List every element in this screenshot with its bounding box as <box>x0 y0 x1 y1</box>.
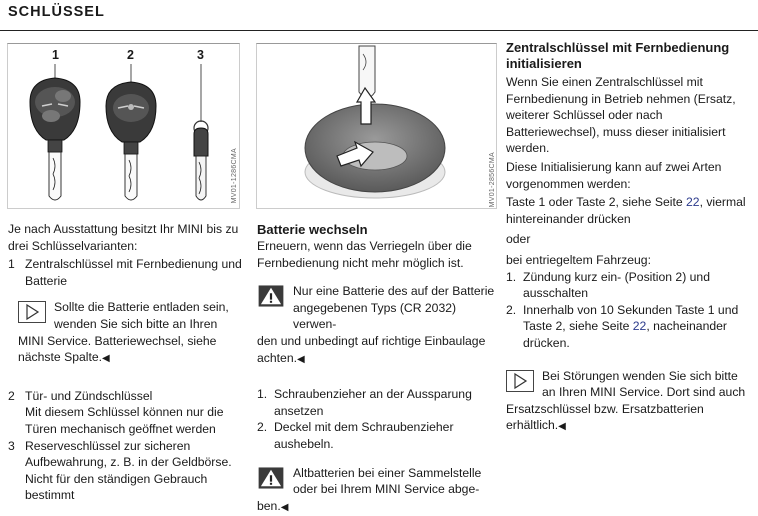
note-line: wenden Sie sich bitte an Ihren <box>54 316 218 331</box>
note-line: Sollte die Batterie entladen sein, <box>54 300 229 315</box>
warning-continuation <box>257 333 497 368</box>
note-box <box>506 368 748 401</box>
step-number: 1. <box>506 269 517 284</box>
step-number: 2. <box>506 302 517 317</box>
list-item <box>8 438 246 504</box>
oder-text: oder <box>506 232 531 247</box>
note-box <box>18 299 246 332</box>
warning-text: ben. <box>257 498 281 513</box>
keys-figure <box>7 43 240 209</box>
warning-continuation <box>257 498 497 516</box>
text-span: Taste 1 oder Taste 2, siehe Seite <box>506 195 686 210</box>
step-text: Zündung kurz ein- (Position 2) und ausschalten <box>523 269 710 301</box>
page-title: SCHLÜSSEL <box>8 4 105 20</box>
battery-illustration <box>257 44 496 208</box>
list-text: Reserveschlüssel zur sicheren Aufbewahrung, z. B. in der Geldbörse. Nicht für den ständigen Gebrauch bestimmt <box>25 438 232 503</box>
note-text: Ersatzschlüssel bzw. Ersatzbatterien erhältlich. <box>506 401 704 433</box>
text-span: , viermal hintereinander drücken <box>506 195 746 226</box>
step-item <box>506 302 748 352</box>
note-continuation <box>506 401 748 436</box>
battery-heading: Batterie wechseln <box>257 222 368 237</box>
play-arrow-icon <box>18 301 46 323</box>
warning-box <box>257 465 497 498</box>
battery-figure <box>256 43 497 209</box>
play-arrow-icon <box>506 370 534 392</box>
list-item <box>8 256 246 289</box>
note-line: an Ihren MINI Service. Dort sind auch <box>542 385 746 400</box>
list-item <box>8 388 246 438</box>
step-text: Schraubenzieher an der Aussparung ansetzen <box>274 387 472 418</box>
spare-key-3-icon <box>194 121 208 200</box>
init-heading: Zentralschlüssel mit Fernbedienung initialisieren <box>506 40 730 71</box>
ignition-key-2-icon <box>106 82 156 200</box>
step-item <box>506 269 748 302</box>
figure-label-1: 1 <box>52 48 59 62</box>
middle-column <box>257 222 497 516</box>
keys-illustration <box>8 44 239 208</box>
figure-code: MV01-2856CMA <box>489 152 496 208</box>
step-text: Deckel mit dem Schraubenzieher aushebeln. <box>274 420 454 451</box>
note-line: Bei Störungen wenden Sie sich bitte <box>542 368 738 383</box>
warning-line: Nur eine Batterie des auf der Batterie <box>293 284 495 299</box>
warning-box <box>257 283 497 333</box>
list-number: 1 <box>8 257 15 272</box>
note-continuation <box>18 333 246 368</box>
figure-label-2: 2 <box>127 48 134 62</box>
step-text: , nacheinander drücken. <box>523 319 727 350</box>
init-method-1 <box>506 194 748 227</box>
step-text: Innerhalb von 10 Sekunden Taste 1 und Taste 2, siehe Seite <box>523 302 739 334</box>
battery-intro: Erneuern, wenn das Verriegeln über die Fernbedienung nicht mehr möglich ist. <box>257 239 472 270</box>
init-methods: Diese Initialisierung kann auf zwei Arten vorgenommen werden: <box>506 159 722 191</box>
remote-key-1-icon <box>30 78 80 200</box>
right-column <box>506 40 748 436</box>
warning-line: oder bei Ihrem MINI Service abge- <box>293 482 480 497</box>
step-item <box>257 419 497 452</box>
step-number: 1. <box>257 387 268 402</box>
page-link[interactable]: 22 <box>686 195 700 210</box>
init-method-2: bei entriegeltem Fahrzeug: <box>506 252 651 267</box>
left-column <box>8 221 246 504</box>
figure-label-3: 3 <box>197 48 204 62</box>
list-number: 2 <box>8 388 15 403</box>
list-title: Tür- und Zündschlüssel <box>25 388 153 403</box>
note-text: MINI Service. Batteriewechsel, siehe nächste Spalte. <box>18 333 217 365</box>
end-mark-icon: ◀ <box>558 421 566 433</box>
init-intro: Wenn Sie einen Zentralschlüssel mit Fernbedienung in Betrieb nehmen (Ersatz, weiterer Schlüssel oder nach Batteriewechsel), muss dieser initialisiert werden. <box>506 75 736 156</box>
end-mark-icon: ◀ <box>102 353 110 365</box>
list-text: Mit diesem Schlüssel können nur die Türen mechanisch geöffnet werden <box>25 405 224 436</box>
warning-triangle-icon <box>257 285 285 307</box>
warning-triangle-icon <box>257 467 285 489</box>
end-mark-icon: ◀ <box>280 501 289 513</box>
page-link[interactable]: 22 <box>632 319 647 334</box>
end-mark-icon: ◀ <box>296 353 305 365</box>
list-number: 3 <box>8 438 15 453</box>
figure-code: MV01-1286CMA <box>231 148 238 204</box>
step-item <box>257 386 497 419</box>
warning-text: den und unbedingt auf richtige Einbaulage achten. <box>257 333 486 365</box>
header-divider <box>0 30 758 31</box>
keys-intro: Je nach Ausstattung besitzt Ihr MINI bis zu drei Schlüsselvarianten: <box>8 222 239 253</box>
step-number: 2. <box>257 420 268 435</box>
warning-line: Altbatterien bei einer Sammelstelle <box>293 465 482 480</box>
warning-line: angegebenen Typs (CR 2032) verwen- <box>293 300 457 332</box>
list-text: Zentralschlüssel mit Fernbedienung und Batterie <box>25 257 242 288</box>
